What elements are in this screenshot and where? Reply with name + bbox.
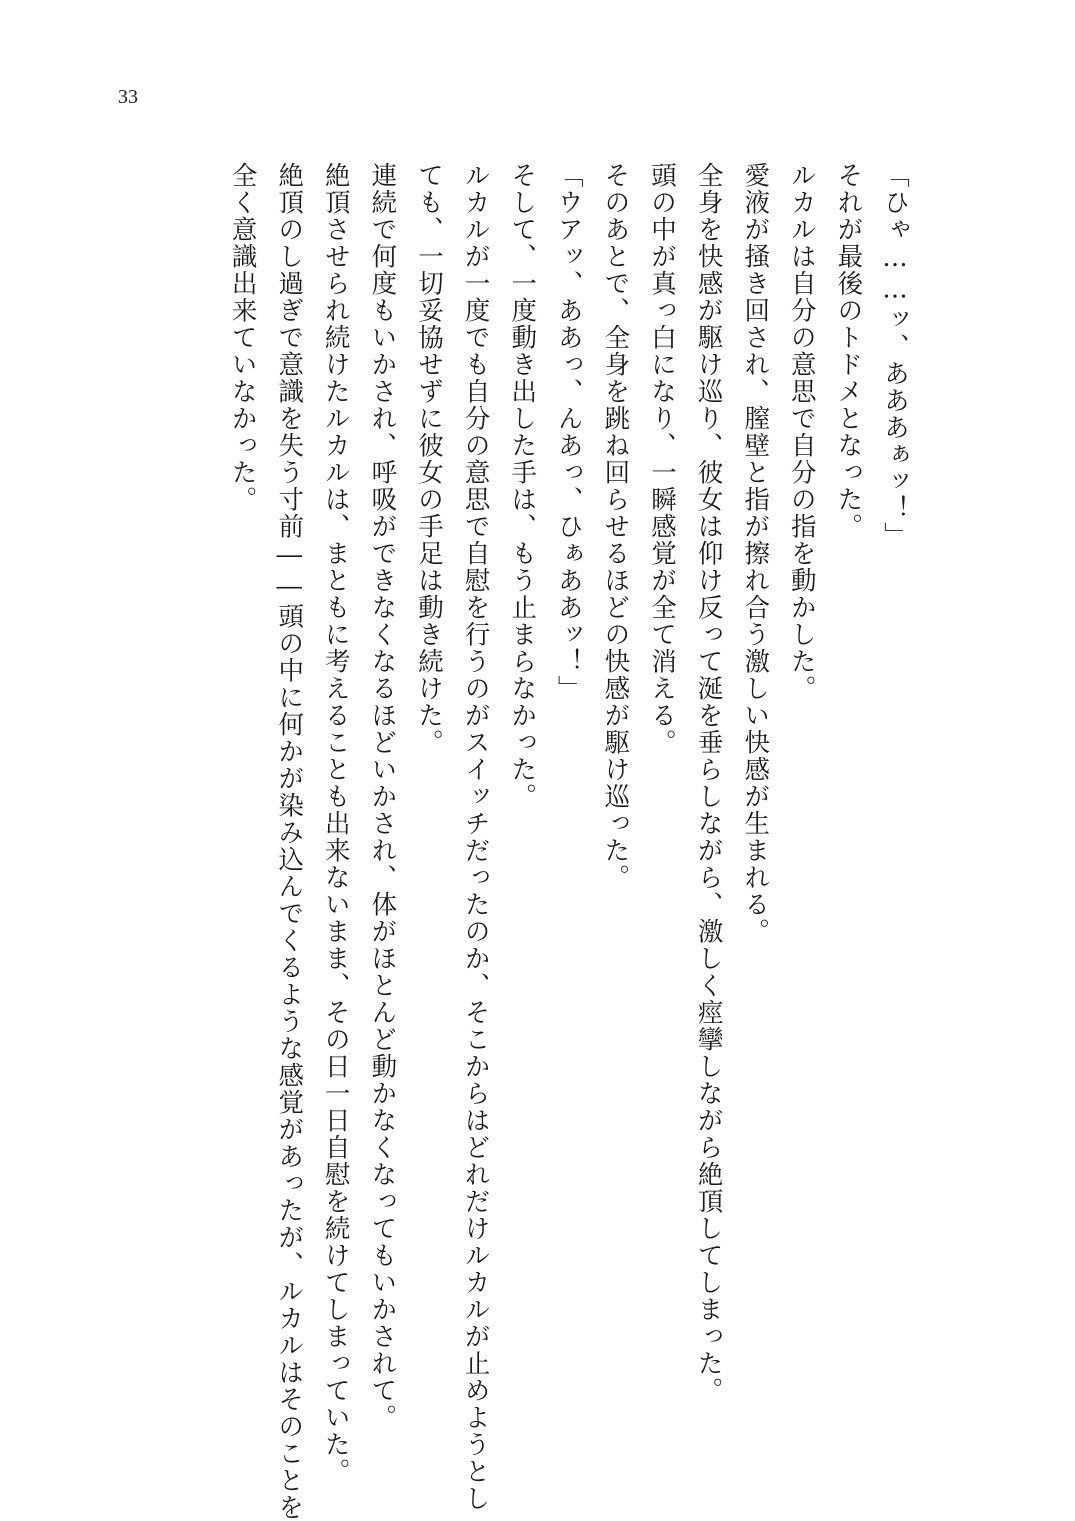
text-line-6: 頭の中が真っ白になり、一瞬感覚が全て消える。 [647,162,677,756]
text-line-2: それが最後のトドメとなった。 [833,162,864,540]
text-line-12: 連続で何度もいかされ、呼吸ができなくなるほどいかされ、体がほとんど動かなくなってもいかされて。 [367,162,398,1431]
text-line-5: 全身を快感が駆け巡り、彼女は仰け反って涎を垂らしながら、激しく痙攣しながら絶頂してしまった。 [693,162,724,1404]
text-line-10: ルカルが一度でも自分の意思で自慰を行うのがスイッチだったのか、そこからはどれだけルカルが止めようとし [460,162,491,1512]
text-line-4: 愛液が掻き回され、膣壁と指が擦れ合う激しい快感が生まれる。 [740,162,771,945]
text-line-11: ても、一切妥協せずに彼女の手足は動き続けた。 [414,162,444,756]
text-line-3: ルカルは自分の意思で自分の指を動かした。 [786,162,817,702]
page-number: 33 [118,86,138,108]
text-line-15: 全く意識出来ていなかった。 [227,162,258,513]
text-line-9: そして、一度動き出した手は、もう止まらなかった。 [507,162,538,810]
text-line-8: 「ウアッ、ああっ、んあっ、ひぁああッ！」 [553,162,584,702]
text-line-13: 絶頂させられ続けたルカルは、まともに考えることも出来ないまま、その日一日自慰を続けてしまっていた。 [320,162,351,1485]
text-line-1: 「ひゃ……ッ、あああぁッ！」 [880,162,910,549]
text-line-14: 絶頂のし過ぎで意識を失う寸前――頭の中に何かが染み込んでくるような感覚があったが、ルカルはそのことを [274,162,305,1521]
text-line-7: そのあとで、全身を跳ね回らせるほどの快感が駆け巡った。 [600,162,631,891]
